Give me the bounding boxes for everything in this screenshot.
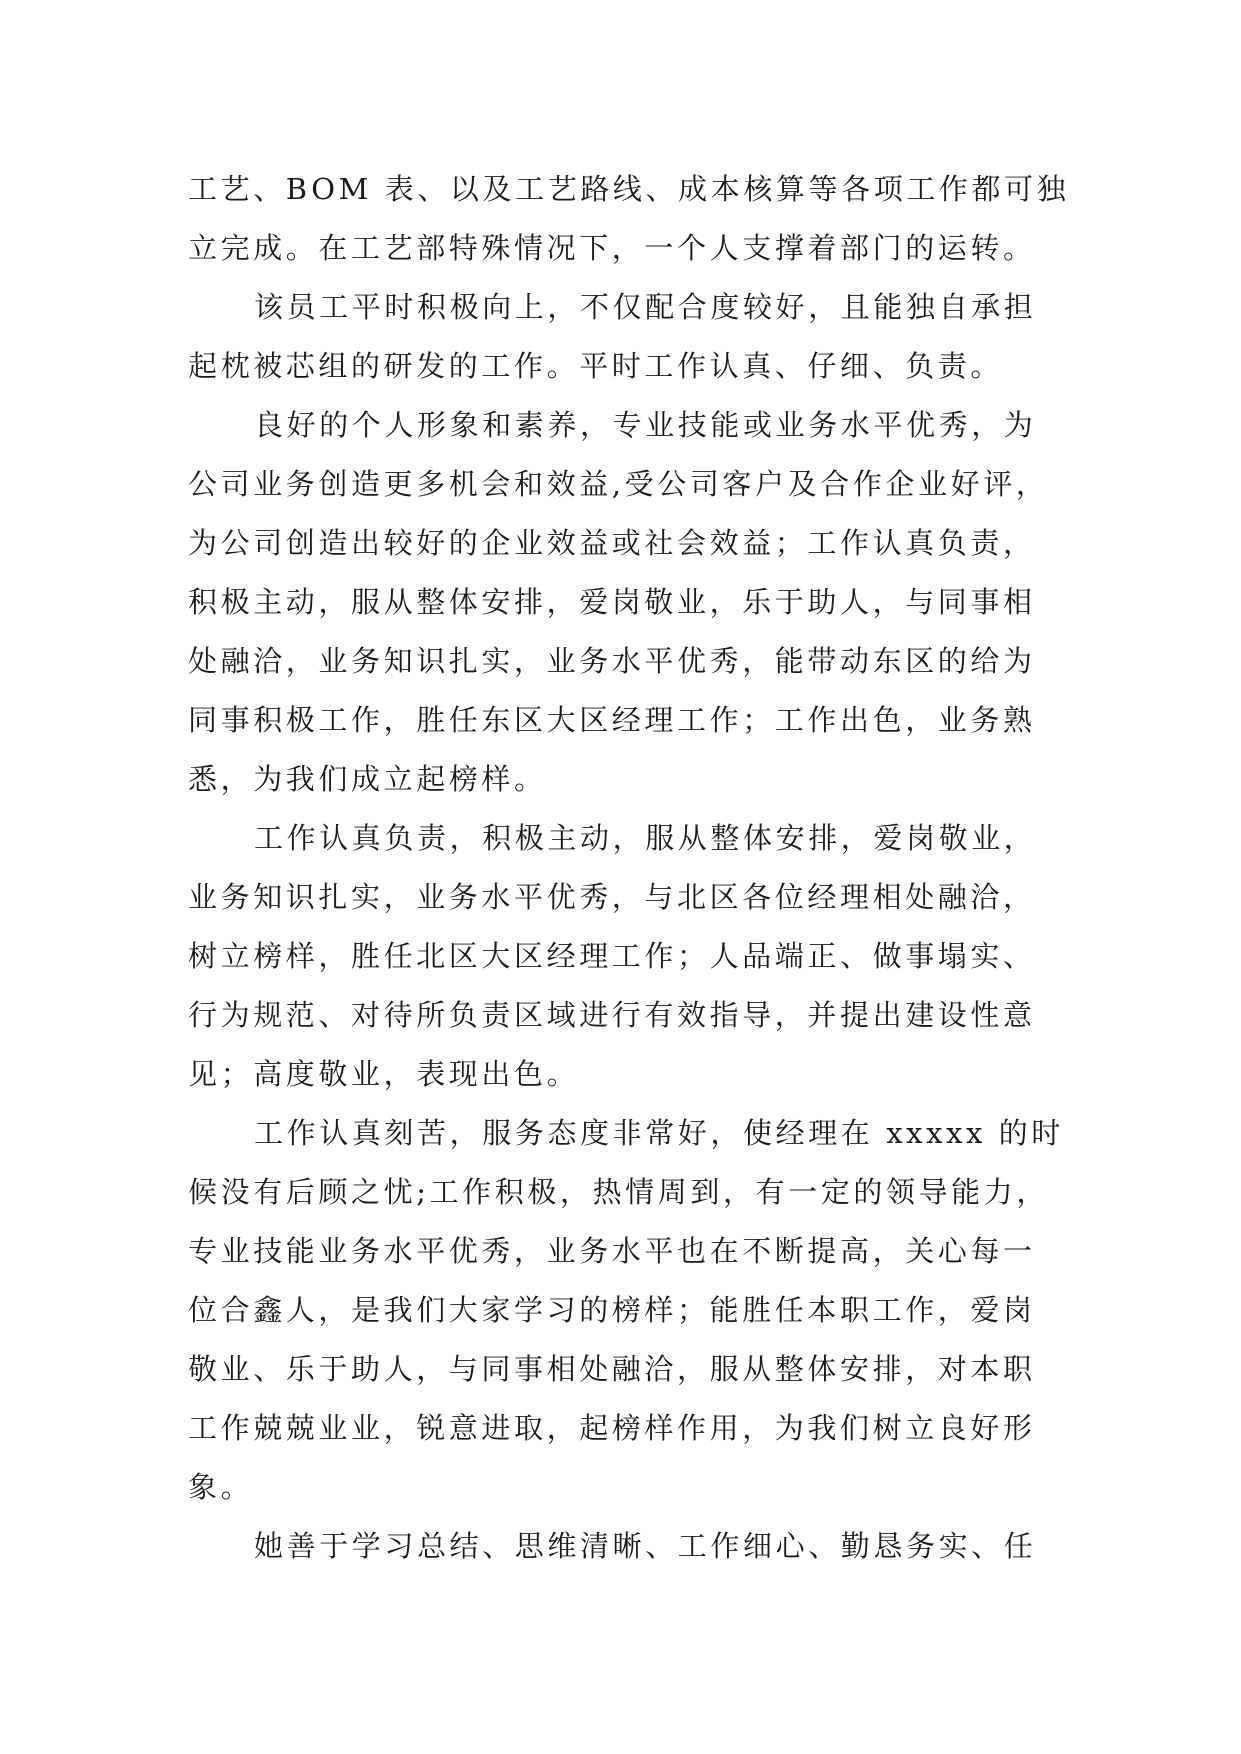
text-line: 处融洽，业务知识扎实，业务水平优秀，能带动东区的给为: [188, 644, 1036, 678]
text-line: 工作认真刻苦，服务态度非常好，使经理在 xxxxx 的时: [254, 1116, 1065, 1150]
paragraph: [188, 396, 1068, 809]
text-line: 积极主动，服从整体安排，爱岗敬业，乐于助人，与同事相: [188, 585, 1036, 619]
text-line: 树立榜样，胜任北区大区经理工作；人品端正、做事塌实、: [188, 939, 1036, 973]
text-line: 行为规范、对待所负责区域进行有效指导，并提出建设性意: [188, 998, 1036, 1032]
text-line: 工作认真负责，积极主动，服从整体安排，爱岗敬业，: [254, 821, 1037, 855]
text-line: 位合鑫人，是我们大家学习的榜样；能胜任本职工作，爱岗: [188, 1293, 1036, 1327]
text-line: 为公司创造出较好的企业效益或社会效益；工作认真负责，: [188, 526, 1036, 560]
paragraph: [188, 1517, 1068, 1576]
text-line: 公司业务创造更多机会和效益,受公司客户及合作企业好评，: [188, 467, 1049, 501]
text-line: 业务知识扎实，业务水平优秀，与北区各位经理相处融洽，: [188, 880, 1036, 914]
text-line: 起枕被芯组的研发的工作。平时工作认真、仔细、负责。: [188, 349, 1004, 383]
paragraph: [188, 278, 1068, 396]
text-line: 同事积极工作，胜任东区大区经理工作；工作出色，业务熟: [188, 703, 1036, 737]
text-line: 候没有后顾之忧;工作积极，热情周到，有一定的领导能力，: [188, 1175, 1049, 1209]
document-body: [188, 160, 1068, 1576]
text-line: 她善于学习总结、思维清晰、工作细心、勤恳务实、任: [254, 1529, 1037, 1563]
text-line: 工艺、BOM 表、以及工艺路线、成本核算等各项工作都可独: [188, 172, 1070, 206]
text-line: 象。: [188, 1470, 254, 1504]
text-line: 良好的个人形象和素养，专业技能或业务水平优秀，为: [254, 408, 1037, 442]
text-line: 工作兢兢业业，锐意进取，起榜样作用，为我们树立良好形: [188, 1411, 1036, 1445]
paragraph: [188, 809, 1068, 1104]
paragraph: [188, 160, 1068, 278]
paragraph: [188, 1104, 1068, 1517]
text-line: 敬业、乐于助人，与同事相处融洽，服从整体安排，对本职: [188, 1352, 1036, 1386]
text-line: 专业技能业务水平优秀，业务水平也在不断提高，关心每一: [188, 1234, 1036, 1268]
text-line: 立完成。在工艺部特殊情况下，一个人支撑着部门的运转。: [188, 231, 1036, 265]
text-line: 悉，为我们成立起榜样。: [188, 762, 547, 796]
text-line: 该员工平时积极向上，不仅配合度较好，且能独自承担: [254, 290, 1037, 324]
text-line: 见；高度敬业，表现出色。: [188, 1057, 580, 1091]
